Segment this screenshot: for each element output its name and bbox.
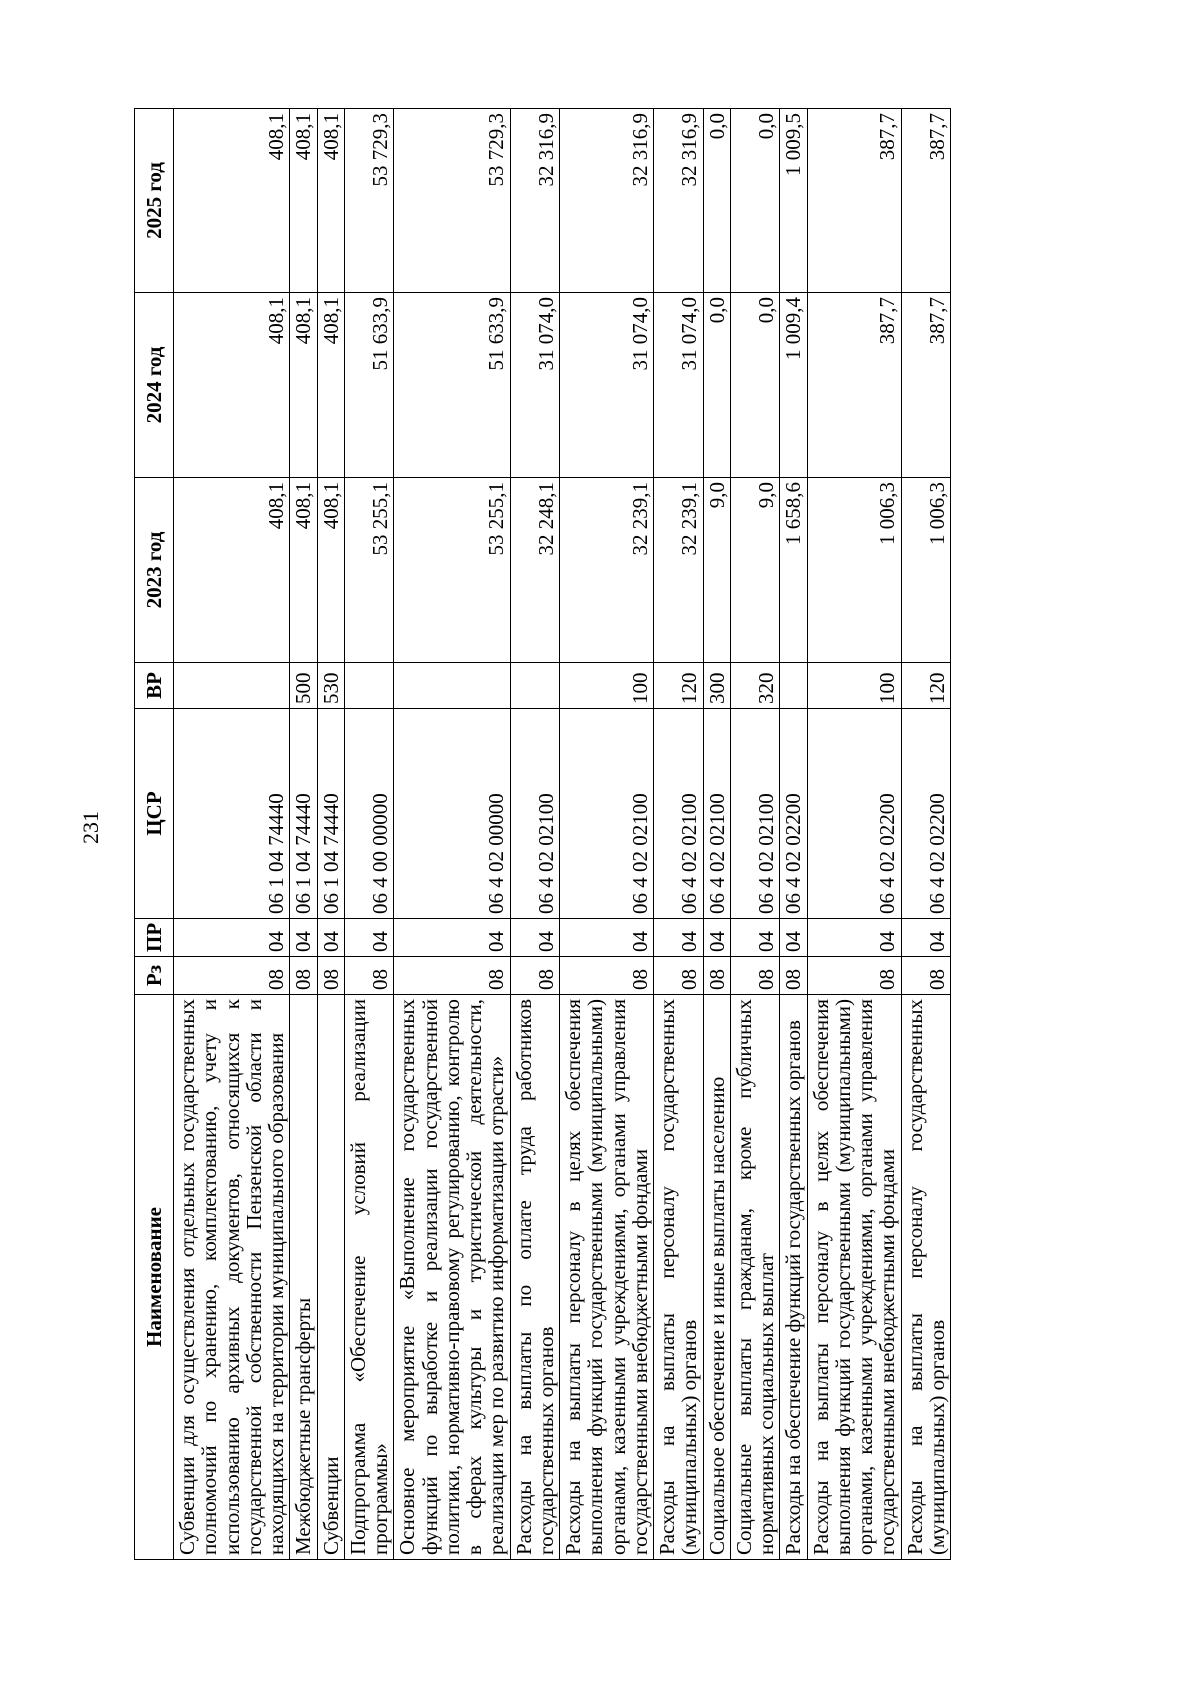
cell-y2024: 387,7 (901, 293, 951, 478)
cell-y2023: 408,1 (174, 478, 290, 663)
header-row (135, 109, 174, 1560)
cell-pr: 04 (654, 919, 704, 957)
cell-y2023: 32 239,1 (654, 478, 704, 663)
cell-name: Межбюджетные трансферты (290, 995, 317, 1560)
header-2025: 2025 год (135, 109, 174, 293)
table-row (394, 109, 510, 1560)
cell-y2025: 408,1 (174, 109, 290, 293)
cell-csr: 06 4 00 00000 (344, 709, 394, 919)
cell-pr: 04 (780, 919, 807, 957)
header-2024: 2024 год (135, 293, 174, 478)
cell-rz: 08 (290, 957, 317, 995)
cell-rz: 08 (780, 957, 807, 995)
cell-vr: 100 (560, 663, 654, 709)
cell-y2023: 1 006,3 (807, 478, 901, 663)
cell-csr: 06 4 02 02100 (560, 709, 654, 919)
cell-pr: 04 (394, 919, 510, 957)
cell-name: Расходы на выплаты по оплате труда работников государственных органов (510, 995, 560, 1560)
rotated-table-container (134, 109, 1064, 1560)
cell-rz: 08 (510, 957, 560, 995)
cell-name: Субвенции для осуществления отдельных государственных полномочий по хранению, комплектованию, учету и использованию архивных документов, относящихся к государственной собственности Пензенской области и находящихся на территории муниципального образования (174, 995, 290, 1560)
cell-vr (780, 663, 807, 709)
cell-name: Расходы на выплаты персоналу в целях обеспечения выполнения функций государственными (муниципальными) органами, казенными учреждениями, органами управления государственными внебюджетными фондами (560, 995, 654, 1560)
cell-y2023: 9,0 (730, 478, 780, 663)
cell-name: Социальное обеспечение и иные выплаты населению (703, 995, 730, 1560)
cell-y2025: 32 316,9 (510, 109, 560, 293)
cell-y2023: 408,1 (290, 478, 317, 663)
cell-y2024: 387,7 (807, 293, 901, 478)
cell-y2025: 387,7 (807, 109, 901, 293)
cell-csr: 06 4 02 00000 (394, 709, 510, 919)
header-pr: ПР (135, 919, 174, 957)
cell-rz: 08 (730, 957, 780, 995)
cell-name: Расходы на выплаты персоналу государственных (муниципальных) органов (654, 995, 704, 1560)
cell-csr: 06 4 02 02100 (730, 709, 780, 919)
cell-y2023: 32 239,1 (560, 478, 654, 663)
cell-y2023: 53 255,1 (344, 478, 394, 663)
cell-rz: 08 (654, 957, 704, 995)
cell-vr: 320 (730, 663, 780, 709)
cell-y2025: 53 729,3 (344, 109, 394, 293)
cell-y2024: 408,1 (290, 293, 317, 478)
cell-vr (344, 663, 394, 709)
cell-vr: 300 (703, 663, 730, 709)
table-row (780, 109, 807, 1560)
cell-rz: 08 (703, 957, 730, 995)
cell-pr: 04 (317, 919, 344, 957)
header-csr: ЦСР (135, 709, 174, 919)
header-rz: Рз (135, 957, 174, 995)
table-body (174, 109, 951, 1560)
cell-rz: 08 (901, 957, 951, 995)
cell-y2024: 0,0 (703, 293, 730, 478)
cell-y2023: 1 006,3 (901, 478, 951, 663)
cell-pr: 04 (290, 919, 317, 957)
cell-csr: 06 4 02 02100 (703, 709, 730, 919)
cell-rz: 08 (174, 957, 290, 995)
cell-csr: 06 1 04 74440 (174, 709, 290, 919)
cell-csr: 06 1 04 74440 (290, 709, 317, 919)
cell-vr (394, 663, 510, 709)
table-row (174, 109, 290, 1560)
cell-csr: 06 4 02 02200 (901, 709, 951, 919)
cell-y2024: 31 074,0 (560, 293, 654, 478)
table-row (290, 109, 317, 1560)
cell-name: Субвенции (317, 995, 344, 1560)
cell-rz: 08 (344, 957, 394, 995)
cell-pr: 04 (560, 919, 654, 957)
table-row (730, 109, 780, 1560)
cell-name: Расходы на выплаты персоналу государственных (муниципальных) органов (901, 995, 951, 1560)
cell-vr: 500 (290, 663, 317, 709)
cell-pr: 04 (174, 919, 290, 957)
cell-y2023: 32 248,1 (510, 478, 560, 663)
cell-y2024: 408,1 (317, 293, 344, 478)
page-number: 231 (78, 811, 103, 844)
table-row (344, 109, 394, 1560)
cell-y2025: 387,7 (901, 109, 951, 293)
cell-y2025: 0,0 (703, 109, 730, 293)
cell-y2025: 32 316,9 (654, 109, 704, 293)
cell-name: Расходы на выплаты персоналу в целях обеспечения выполнения функций государственными (муниципальными) органами, казенными учреждениями, органами управления государственными внебюджетными фондами (807, 995, 901, 1560)
table-row (901, 109, 951, 1560)
table-row (703, 109, 730, 1560)
cell-y2024: 31 074,0 (654, 293, 704, 478)
cell-y2024: 1 009,4 (780, 293, 807, 478)
header-2023: 2023 год (135, 478, 174, 663)
cell-vr: 120 (654, 663, 704, 709)
cell-y2024: 31 074,0 (510, 293, 560, 478)
budget-table (134, 108, 951, 1560)
header-vr: ВР (135, 663, 174, 709)
cell-pr: 04 (901, 919, 951, 957)
cell-csr: 06 4 02 02100 (510, 709, 560, 919)
cell-pr: 04 (703, 919, 730, 957)
table-row (510, 109, 560, 1560)
cell-y2024: 51 633,9 (344, 293, 394, 478)
cell-pr: 04 (510, 919, 560, 957)
cell-pr: 04 (730, 919, 780, 957)
cell-csr: 06 4 02 02200 (780, 709, 807, 919)
table-row (317, 109, 344, 1560)
cell-vr: 120 (901, 663, 951, 709)
cell-y2023: 1 658,6 (780, 478, 807, 663)
cell-y2025: 408,1 (290, 109, 317, 293)
cell-pr: 04 (344, 919, 394, 957)
cell-rz: 08 (807, 957, 901, 995)
cell-vr: 100 (807, 663, 901, 709)
cell-y2025: 1 009,5 (780, 109, 807, 293)
cell-rz: 08 (394, 957, 510, 995)
cell-y2025: 408,1 (317, 109, 344, 293)
cell-pr: 04 (807, 919, 901, 957)
cell-y2023: 53 255,1 (394, 478, 510, 663)
header-name: Наименование (135, 995, 174, 1560)
cell-name: Социальные выплаты гражданам, кроме публичных нормативных социальных выплат (730, 995, 780, 1560)
cell-csr: 06 1 04 74440 (317, 709, 344, 919)
cell-csr: 06 4 02 02100 (654, 709, 704, 919)
cell-y2024: 408,1 (174, 293, 290, 478)
cell-y2023: 408,1 (317, 478, 344, 663)
cell-vr: 530 (317, 663, 344, 709)
cell-y2025: 0,0 (730, 109, 780, 293)
cell-y2025: 32 316,9 (560, 109, 654, 293)
cell-name: Расходы на обеспечение функций государственных органов (780, 995, 807, 1560)
cell-y2025: 53 729,3 (394, 109, 510, 293)
cell-rz: 08 (560, 957, 654, 995)
cell-vr (510, 663, 560, 709)
cell-y2024: 0,0 (730, 293, 780, 478)
cell-name: Подпрограмма «Обеспечение условий реализации программы» (344, 995, 394, 1560)
cell-rz: 08 (317, 957, 344, 995)
cell-vr (174, 663, 290, 709)
cell-csr: 06 4 02 02200 (807, 709, 901, 919)
table-row (654, 109, 704, 1560)
table-row (560, 109, 654, 1560)
cell-name: Основное мероприятие «Выполнение государственных функций по выработке и реализации государственной политики, нормативно-правовому регулированию, контролю в сферах культуры и туристической деятельности, реализации мер по развитию информатизации отрасти» (394, 995, 510, 1560)
cell-y2024: 51 633,9 (394, 293, 510, 478)
table-row (807, 109, 901, 1560)
cell-y2023: 9,0 (703, 478, 730, 663)
